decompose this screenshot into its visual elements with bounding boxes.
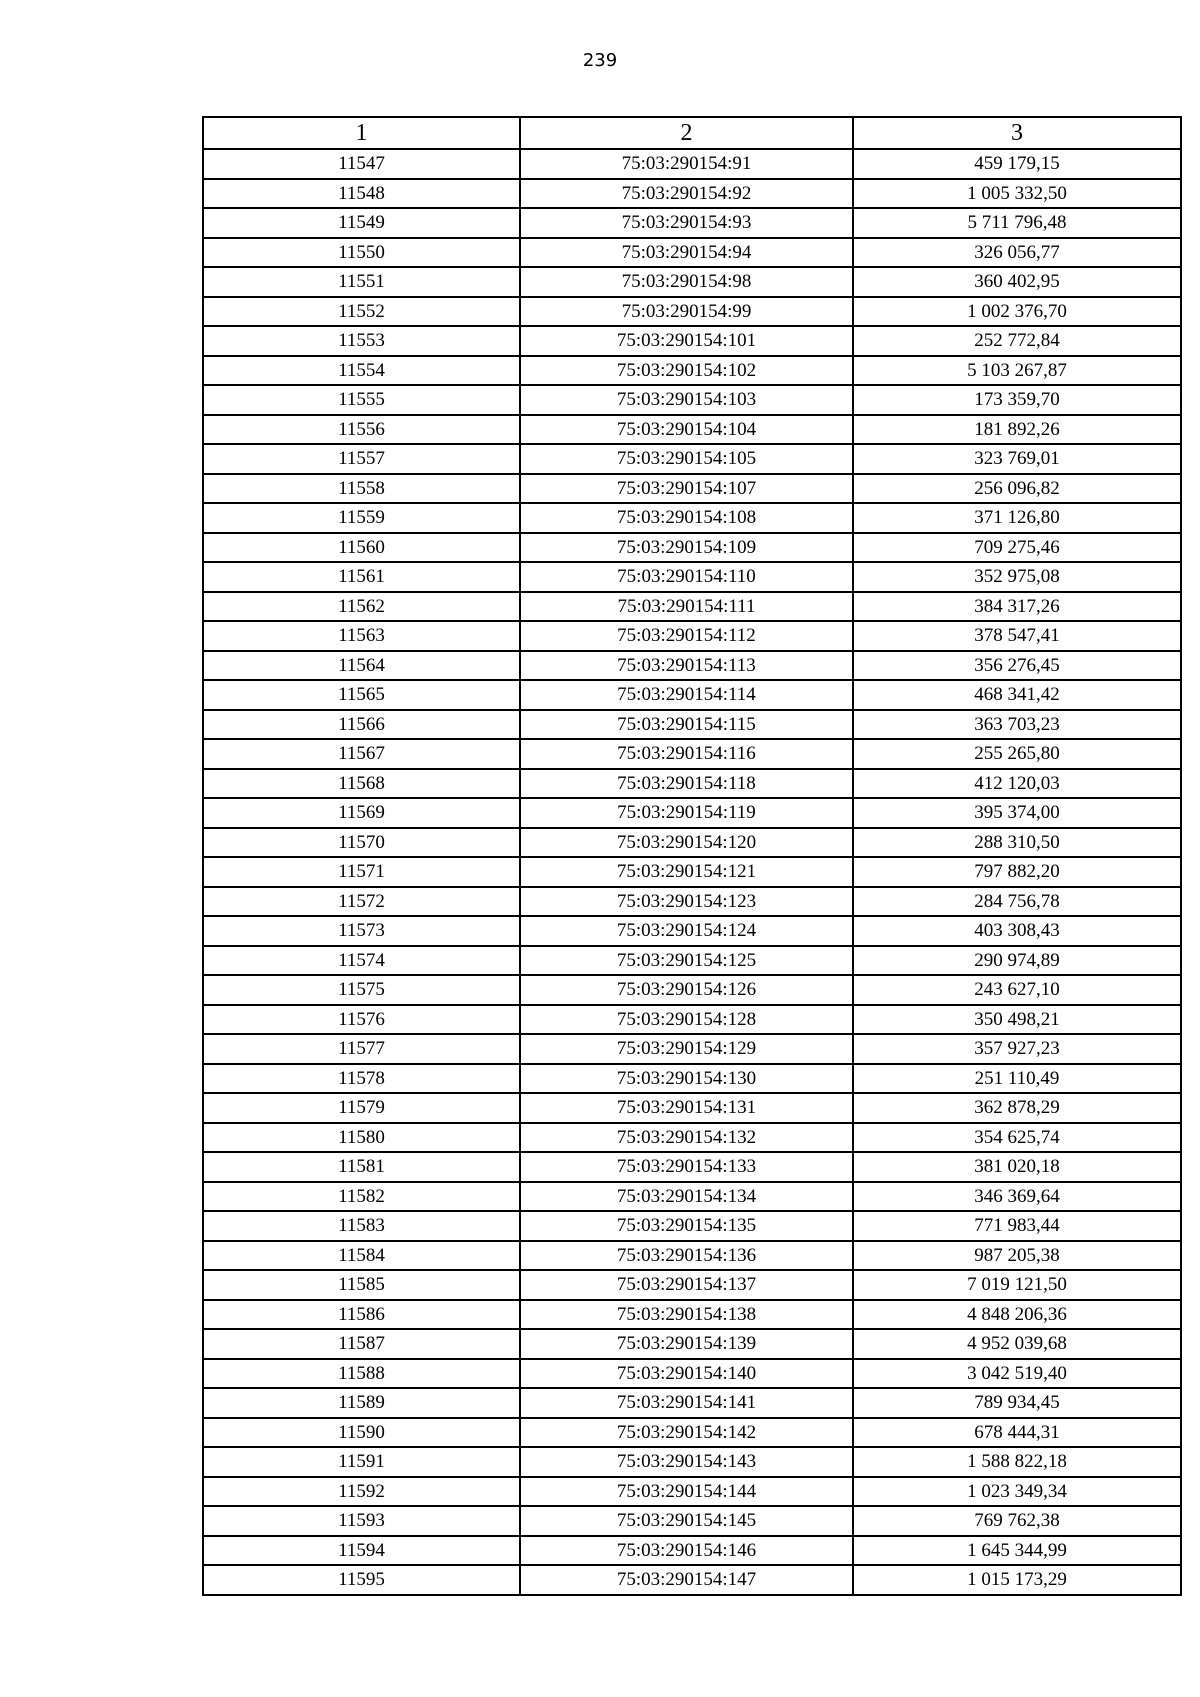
value-cell: 363 703,23: [853, 710, 1181, 740]
cadastral-number-cell: 75:03:290154:142: [520, 1418, 853, 1448]
table-row: [203, 1152, 1181, 1182]
row-number-cell: 11548: [203, 179, 520, 209]
row-number-cell: 11554: [203, 356, 520, 386]
value-cell: 987 205,38: [853, 1241, 1181, 1271]
row-number-cell: 11571: [203, 857, 520, 887]
table-row: [203, 975, 1181, 1005]
row-number-cell: 11570: [203, 828, 520, 858]
value-cell: 256 096,82: [853, 474, 1181, 504]
table-row: [203, 710, 1181, 740]
row-number-cell: 11580: [203, 1123, 520, 1153]
table-row: [203, 415, 1181, 445]
cadastral-number-cell: 75:03:290154:107: [520, 474, 853, 504]
table-row: [203, 798, 1181, 828]
table-row: [203, 326, 1181, 356]
table-row: [203, 179, 1181, 209]
cadastral-number-cell: 75:03:290154:133: [520, 1152, 853, 1182]
row-number-cell: 11584: [203, 1241, 520, 1271]
table-row: [203, 356, 1181, 386]
value-cell: 371 126,80: [853, 503, 1181, 533]
value-cell: 356 276,45: [853, 651, 1181, 681]
row-number-cell: 11556: [203, 415, 520, 445]
cadastral-number-cell: 75:03:290154:123: [520, 887, 853, 917]
table-row: [203, 651, 1181, 681]
value-cell: 403 308,43: [853, 916, 1181, 946]
table-row: [203, 769, 1181, 799]
value-cell: 769 762,38: [853, 1506, 1181, 1536]
row-number-cell: 11579: [203, 1093, 520, 1123]
table-row: [203, 592, 1181, 622]
table-row: [203, 739, 1181, 769]
cadastral-number-cell: 75:03:290154:143: [520, 1447, 853, 1477]
cadastral-number-cell: 75:03:290154:138: [520, 1300, 853, 1330]
table-row: [203, 1506, 1181, 1536]
cadastral-number-cell: 75:03:290154:134: [520, 1182, 853, 1212]
cadastral-number-cell: 75:03:290154:125: [520, 946, 853, 976]
value-cell: 1 588 822,18: [853, 1447, 1181, 1477]
value-cell: 4 952 039,68: [853, 1329, 1181, 1359]
value-cell: 350 498,21: [853, 1005, 1181, 1035]
table-row: [203, 474, 1181, 504]
cadastral-number-cell: 75:03:290154:140: [520, 1359, 853, 1389]
value-cell: 797 882,20: [853, 857, 1181, 887]
row-number-cell: 11592: [203, 1477, 520, 1507]
cadastral-number-cell: 75:03:290154:124: [520, 916, 853, 946]
page-number: 239: [582, 50, 618, 71]
table-row: [203, 1241, 1181, 1271]
row-number-cell: 11594: [203, 1536, 520, 1566]
row-number-cell: 11593: [203, 1506, 520, 1536]
table-row: [203, 828, 1181, 858]
cadastral-number-cell: 75:03:290154:121: [520, 857, 853, 887]
table-row: [203, 916, 1181, 946]
value-cell: 381 020,18: [853, 1152, 1181, 1182]
cadastral-number-cell: 75:03:290154:131: [520, 1093, 853, 1123]
value-cell: 251 110,49: [853, 1064, 1181, 1094]
cadastral-number-cell: 75:03:290154:137: [520, 1270, 853, 1300]
table-row: [203, 238, 1181, 268]
value-cell: 378 547,41: [853, 621, 1181, 651]
row-number-cell: 11558: [203, 474, 520, 504]
table-row: [203, 1123, 1181, 1153]
table-row: [203, 1477, 1181, 1507]
row-number-cell: 11562: [203, 592, 520, 622]
table-row: [203, 1447, 1181, 1477]
table-row: [203, 562, 1181, 592]
value-cell: 323 769,01: [853, 444, 1181, 474]
table-row: [203, 297, 1181, 327]
row-number-cell: 11551: [203, 267, 520, 297]
value-cell: 395 374,00: [853, 798, 1181, 828]
cadastral-number-cell: 75:03:290154:141: [520, 1388, 853, 1418]
row-number-cell: 11553: [203, 326, 520, 356]
row-number-cell: 11587: [203, 1329, 520, 1359]
cadastral-number-cell: 75:03:290154:110: [520, 562, 853, 592]
value-cell: 284 756,78: [853, 887, 1181, 917]
table-row: [203, 621, 1181, 651]
row-number-cell: 11566: [203, 710, 520, 740]
table-row: [203, 946, 1181, 976]
value-cell: 181 892,26: [853, 415, 1181, 445]
value-cell: 5 103 267,87: [853, 356, 1181, 386]
table-row: [203, 1034, 1181, 1064]
table-row: [203, 1536, 1181, 1566]
table-row: [203, 444, 1181, 474]
cadastral-number-cell: 75:03:290154:119: [520, 798, 853, 828]
row-number-cell: 11575: [203, 975, 520, 1005]
row-number-cell: 11589: [203, 1388, 520, 1418]
value-cell: 173 359,70: [853, 385, 1181, 415]
cadastral-number-cell: 75:03:290154:146: [520, 1536, 853, 1566]
value-cell: 771 983,44: [853, 1211, 1181, 1241]
header-row: [203, 117, 1181, 149]
row-number-cell: 11555: [203, 385, 520, 415]
table-row: [203, 887, 1181, 917]
row-number-cell: 11550: [203, 238, 520, 268]
value-cell: 252 772,84: [853, 326, 1181, 356]
cadastral-number-cell: 75:03:290154:105: [520, 444, 853, 474]
cadastral-number-cell: 75:03:290154:108: [520, 503, 853, 533]
table-row: [203, 1182, 1181, 1212]
cadastral-number-cell: 75:03:290154:115: [520, 710, 853, 740]
cadastral-number-cell: 75:03:290154:103: [520, 385, 853, 415]
cadastral-number-cell: 75:03:290154:104: [520, 415, 853, 445]
row-number-cell: 11565: [203, 680, 520, 710]
cadastral-number-cell: 75:03:290154:94: [520, 238, 853, 268]
row-number-cell: 11559: [203, 503, 520, 533]
row-number-cell: 11577: [203, 1034, 520, 1064]
cadastral-number-cell: 75:03:290154:101: [520, 326, 853, 356]
row-number-cell: 11586: [203, 1300, 520, 1330]
table-row: [203, 1093, 1181, 1123]
value-cell: 4 848 206,36: [853, 1300, 1181, 1330]
cadastral-number-cell: 75:03:290154:116: [520, 739, 853, 769]
cadastral-number-cell: 75:03:290154:147: [520, 1565, 853, 1595]
value-cell: 288 310,50: [853, 828, 1181, 858]
table-row: [203, 1005, 1181, 1035]
table-row: [203, 1329, 1181, 1359]
row-number-cell: 11563: [203, 621, 520, 651]
row-number-cell: 11564: [203, 651, 520, 681]
cadastral-number-cell: 75:03:290154:144: [520, 1477, 853, 1507]
value-cell: 1 005 332,50: [853, 179, 1181, 209]
cadastral-number-cell: 75:03:290154:126: [520, 975, 853, 1005]
cadastral-number-cell: 75:03:290154:98: [520, 267, 853, 297]
row-number-cell: 11578: [203, 1064, 520, 1094]
row-number-cell: 11557: [203, 444, 520, 474]
table-row: [203, 533, 1181, 563]
cadastral-number-cell: 75:03:290154:129: [520, 1034, 853, 1064]
table-row: [203, 1270, 1181, 1300]
value-cell: 346 369,64: [853, 1182, 1181, 1212]
column-header-3: 3: [853, 117, 1181, 149]
value-cell: 7 019 121,50: [853, 1270, 1181, 1300]
row-number-cell: 11547: [203, 149, 520, 179]
table-row: [203, 385, 1181, 415]
value-cell: 290 974,89: [853, 946, 1181, 976]
table-row: [203, 1388, 1181, 1418]
cadastral-number-cell: 75:03:290154:109: [520, 533, 853, 563]
cadastral-number-cell: 75:03:290154:102: [520, 356, 853, 386]
table-row: [203, 1565, 1181, 1595]
cadastral-number-cell: 75:03:290154:128: [520, 1005, 853, 1035]
row-number-cell: 11591: [203, 1447, 520, 1477]
row-number-cell: 11549: [203, 208, 520, 238]
cadastral-number-cell: 75:03:290154:136: [520, 1241, 853, 1271]
value-cell: 789 934,45: [853, 1388, 1181, 1418]
table-row: [203, 503, 1181, 533]
value-cell: 352 975,08: [853, 562, 1181, 592]
table-row: [203, 1300, 1181, 1330]
row-number-cell: 11567: [203, 739, 520, 769]
value-cell: 1 023 349,34: [853, 1477, 1181, 1507]
table-row: [203, 1064, 1181, 1094]
table-body: [203, 149, 1181, 1595]
row-number-cell: 11582: [203, 1182, 520, 1212]
row-number-cell: 11590: [203, 1418, 520, 1448]
cadastral-number-cell: 75:03:290154:91: [520, 149, 853, 179]
table-row: [203, 1211, 1181, 1241]
value-cell: 360 402,95: [853, 267, 1181, 297]
value-cell: 384 317,26: [853, 592, 1181, 622]
row-number-cell: 11576: [203, 1005, 520, 1035]
value-cell: 243 627,10: [853, 975, 1181, 1005]
table-header: [203, 117, 1181, 149]
value-cell: 412 120,03: [853, 769, 1181, 799]
column-header-1: 1: [203, 117, 520, 149]
value-cell: 362 878,29: [853, 1093, 1181, 1123]
row-number-cell: 11573: [203, 916, 520, 946]
row-number-cell: 11583: [203, 1211, 520, 1241]
value-cell: 1 015 173,29: [853, 1565, 1181, 1595]
cadastral-number-cell: 75:03:290154:132: [520, 1123, 853, 1153]
value-cell: 709 275,46: [853, 533, 1181, 563]
row-number-cell: 11560: [203, 533, 520, 563]
value-cell: 1 002 376,70: [853, 297, 1181, 327]
value-cell: 357 927,23: [853, 1034, 1181, 1064]
row-number-cell: 11581: [203, 1152, 520, 1182]
table-row: [203, 680, 1181, 710]
value-cell: 468 341,42: [853, 680, 1181, 710]
data-table: [202, 116, 1182, 1596]
table-row: [203, 1359, 1181, 1389]
value-cell: 326 056,77: [853, 238, 1181, 268]
row-number-cell: 11585: [203, 1270, 520, 1300]
value-cell: 459 179,15: [853, 149, 1181, 179]
value-cell: 3 042 519,40: [853, 1359, 1181, 1389]
cadastral-number-cell: 75:03:290154:139: [520, 1329, 853, 1359]
value-cell: 354 625,74: [853, 1123, 1181, 1153]
value-cell: 5 711 796,48: [853, 208, 1181, 238]
table-row: [203, 1418, 1181, 1448]
cadastral-number-cell: 75:03:290154:111: [520, 592, 853, 622]
cadastral-number-cell: 75:03:290154:99: [520, 297, 853, 327]
row-number-cell: 11552: [203, 297, 520, 327]
row-number-cell: 11568: [203, 769, 520, 799]
cadastral-number-cell: 75:03:290154:112: [520, 621, 853, 651]
row-number-cell: 11588: [203, 1359, 520, 1389]
cadastral-number-cell: 75:03:290154:135: [520, 1211, 853, 1241]
value-cell: 255 265,80: [853, 739, 1181, 769]
row-number-cell: 11569: [203, 798, 520, 828]
row-number-cell: 11595: [203, 1565, 520, 1595]
column-header-2: 2: [520, 117, 853, 149]
cadastral-number-cell: 75:03:290154:93: [520, 208, 853, 238]
table-row: [203, 208, 1181, 238]
cadastral-number-cell: 75:03:290154:145: [520, 1506, 853, 1536]
value-cell: 678 444,31: [853, 1418, 1181, 1448]
cadastral-number-cell: 75:03:290154:120: [520, 828, 853, 858]
cadastral-number-cell: 75:03:290154:92: [520, 179, 853, 209]
row-number-cell: 11574: [203, 946, 520, 976]
table-row: [203, 149, 1181, 179]
cadastral-number-cell: 75:03:290154:113: [520, 651, 853, 681]
table-row: [203, 857, 1181, 887]
table-row: [203, 267, 1181, 297]
row-number-cell: 11572: [203, 887, 520, 917]
value-cell: 1 645 344,99: [853, 1536, 1181, 1566]
cadastral-number-cell: 75:03:290154:130: [520, 1064, 853, 1094]
row-number-cell: 11561: [203, 562, 520, 592]
cadastral-number-cell: 75:03:290154:118: [520, 769, 853, 799]
cadastral-number-cell: 75:03:290154:114: [520, 680, 853, 710]
